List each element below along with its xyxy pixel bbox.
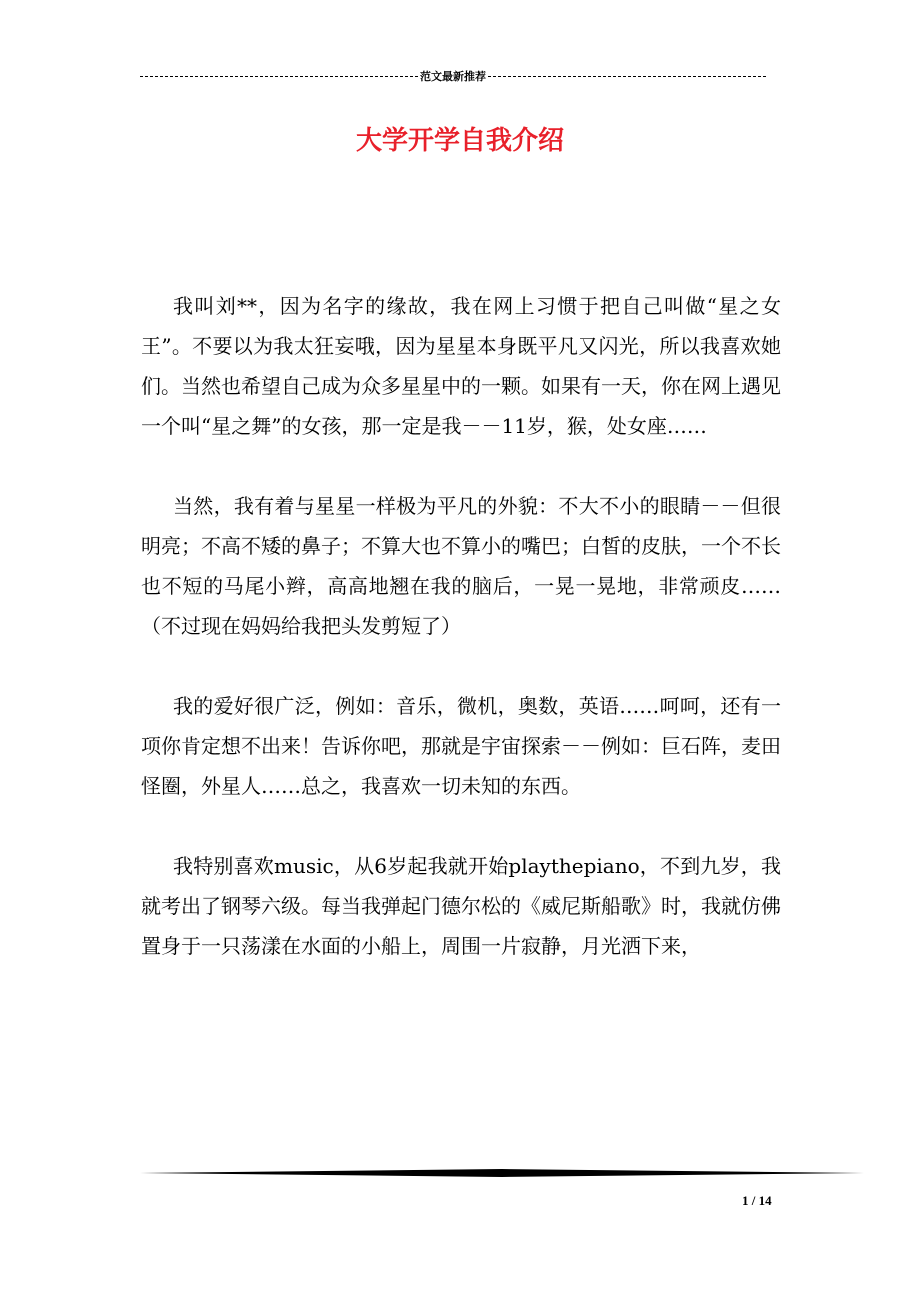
header-label: 范文最新推荐 [420, 70, 486, 83]
page-number: 1 / 14 [742, 1193, 772, 1208]
header-dash-right [488, 76, 766, 77]
paragraph: 当然，我有着与星星一样极为平凡的外貌：不大不小的眼睛－－但很明亮；不高不矮的鼻子；不算大也不算小的嘴巴；白皙的皮肤，一个不长也不短的马尾小辫，高高地翘在我的脑后，一晃一晃地，非常顽皮……（不过现在妈妈给我把头发剪短了） [141, 494, 781, 638]
header-dash-left [140, 76, 418, 77]
paragraph: 我的爱好很广泛，例如：音乐，微机，奥数，英语……呵呵，还有一项你肯定想不出来！告诉你吧，那就是宇宙探索－－例如：巨石阵，麦田怪圈，外星人……总之，我喜欢一切未知的东西。 [141, 694, 781, 798]
document-body [141, 286, 781, 966]
paragraph: 我叫刘**，因为名字的缘故，我在网上习惯于把自己叫做“星之女王”。不要以为我太狂妄哦，因为星星本身既平凡又闪光，所以我喜欢她们。当然也希望自己成为众多星星中的一颗。如果有一天，你在网上遇见一个叫“星之舞”的女孩，那一定是我－－11岁，猴，处女座…… [141, 294, 781, 438]
paragraph: 我特别喜欢music，从6岁起我就开始playthepiano，不到九岁，我就考出了钢琴六级。每当我弹起门德尔松的《威尼斯船歌》时，我就仿佛置身于一只荡漾在水面的小船上，周围一片寂静，月光洒下来， [141, 854, 781, 958]
footer-divider [140, 1168, 864, 1178]
page-header [140, 66, 766, 86]
document-title: 大学开学自我介绍 [355, 126, 564, 156]
